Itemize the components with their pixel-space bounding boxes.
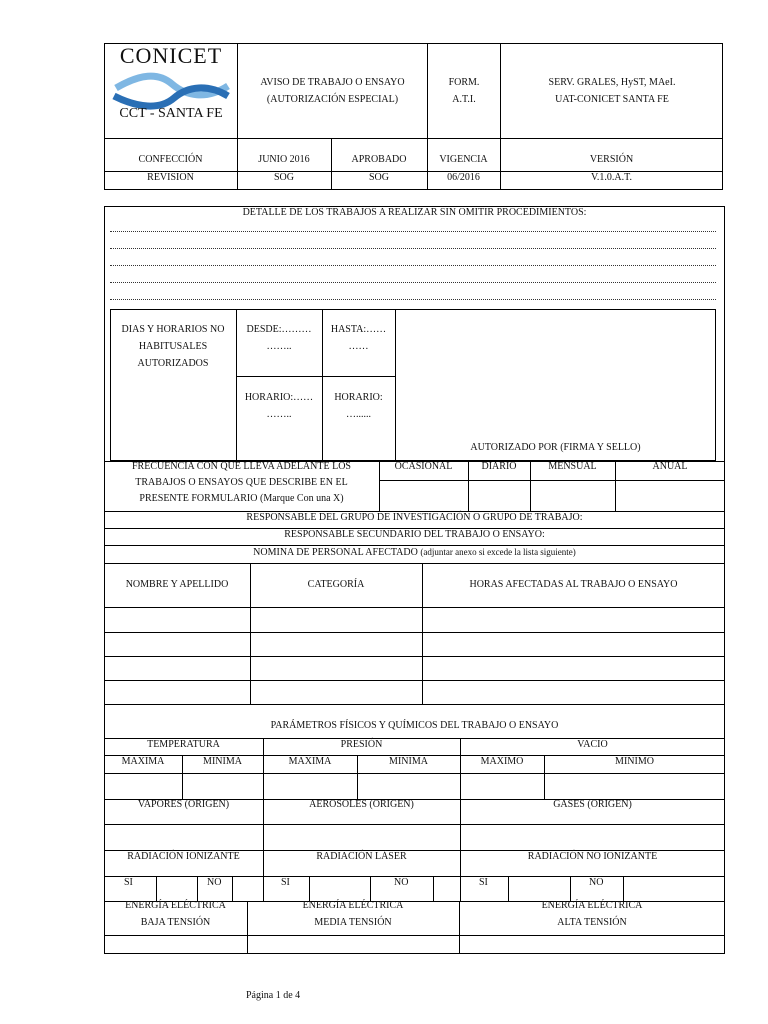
ion-no-checkbox[interactable] (233, 877, 262, 900)
header-divider (500, 43, 501, 190)
origin-values[interactable] (104, 825, 725, 850)
horario-desde-cont: …….. (266, 409, 292, 420)
header-divider (104, 138, 723, 139)
presion-minima: MINIMA (389, 756, 428, 767)
horario-desde-field[interactable]: HORARIO:…… (244, 392, 314, 403)
ion-no-label: NO (207, 877, 222, 888)
details-line-4[interactable] (110, 282, 716, 283)
row-divider (104, 704, 725, 705)
details-line-5[interactable] (110, 299, 716, 300)
freq-check-ocasional[interactable] (380, 481, 468, 510)
responsable-principal[interactable]: RESPONSABLE DEL GRUPO DE INVESTIGACIÓN O GRUPO DE TRABAJO: (246, 512, 583, 523)
energia-media-subtitle: MEDIA TENSIÓN (314, 917, 392, 928)
parameters-title: PARÁMETROS FÍSICOS Y QUÍMICOS DEL TRABAJO O ENSAYO (270, 720, 559, 731)
freq-option-ocasional: OCASIONAL (394, 461, 453, 472)
meta-value-version: V.1.0.A.T. (590, 172, 633, 183)
details-line-1[interactable] (110, 231, 716, 232)
schedule-label-l3: AUTORIZADOS (137, 358, 209, 369)
meta-label-confeccion: CONFECCIÓN (138, 154, 203, 165)
noion-no-label: NO (589, 877, 604, 888)
temp-maxima: MAXIMA (121, 756, 165, 767)
freq-check-diario[interactable] (469, 481, 530, 510)
desde-field[interactable]: DESDE:……… (246, 324, 312, 335)
service-line2: UAT-CONICET SANTA FE (555, 94, 669, 105)
meta-value-sog1: SOG (273, 172, 294, 183)
laser-no-checkbox[interactable] (434, 877, 459, 900)
vacio-minimo: MINIMO (615, 756, 654, 767)
schedule-divider (236, 376, 395, 377)
nomina-note: (adjuntar anexo si excede la lista siguiente) (420, 547, 576, 557)
param-temperatura: TEMPERATURA (147, 739, 220, 750)
personnel-header-horas: HORAS AFECTADAS AL TRABAJO O ENSAYO (469, 579, 678, 590)
hasta-field-cont: …… (348, 341, 369, 352)
rad-ionizante: RADIACIÓN IONIZANTE (127, 851, 240, 862)
details-line-2[interactable] (110, 248, 716, 249)
param-vacio: VACIO (577, 739, 608, 750)
personnel-header-nombre: NOMBRE Y APELLIDO (125, 579, 229, 590)
rad-divider (197, 876, 198, 901)
table-row[interactable] (104, 681, 725, 704)
header-divider (427, 43, 428, 190)
horario-hasta-cont: …...... (346, 409, 371, 420)
header-divider (237, 43, 238, 190)
energia-baja-subtitle: BAJA TENSIÓN (140, 917, 211, 928)
param-gases: GASES (ORIGEN) (553, 799, 632, 810)
table-row[interactable] (104, 633, 725, 656)
service-line1: SERV. GRALES, HyST, MAeI. (548, 77, 676, 88)
form-code-line2: A.T.I. (452, 94, 476, 105)
energia-media-title: ENERGÍA ELÉCTRICA (302, 900, 404, 911)
energy-values[interactable] (104, 936, 725, 954)
form-title-line1: AVISO DE TRABAJO O ENSAYO (260, 77, 405, 88)
row-divider (104, 563, 725, 564)
param-vapores: VAPORES (ORIGEN) (137, 799, 230, 810)
schedule-label-l1: DIAS Y HORARIOS NO (121, 324, 225, 335)
hasta-field[interactable]: HASTA:…… (330, 324, 387, 335)
freq-check-anual[interactable] (616, 481, 724, 510)
temp-minima: MINIMA (203, 756, 242, 767)
page-number: Página 1 de 4 (246, 990, 301, 1001)
schedule-divider (395, 309, 396, 461)
responsable-secundario[interactable]: RESPONSABLE SECUNDARIO DEL TRABAJO O ENSAYO: (284, 529, 545, 540)
noion-si-label: SI (479, 877, 488, 888)
temp-presion-vacio-values[interactable] (104, 774, 725, 798)
freq-option-mensual: MENSUAL (548, 461, 597, 472)
freq-option-anual: ANUAL (652, 461, 688, 472)
param-aerosoles: AEROSOLES (ORIGEN) (309, 799, 414, 810)
table-row[interactable] (104, 608, 725, 631)
laser-no-label: NO (394, 877, 409, 888)
authorized-signature-label[interactable]: AUTORIZADO POR (FIRMA Y SELLO) (470, 442, 641, 453)
nomina-label: NOMINA DE PERSONAL AFECTADO (253, 547, 418, 558)
ion-si-label: SI (124, 877, 133, 888)
meta-value-sog2: SOG (368, 172, 389, 183)
meta-label-version: VERSIÓN (589, 154, 634, 165)
form-code-line1: FORM. (448, 77, 480, 88)
personnel-header-categoria: CATEGORÍA (307, 579, 365, 590)
ion-si-checkbox[interactable] (157, 877, 196, 900)
meta-label-date: JUNIO 2016 (258, 154, 310, 165)
frequency-label-l2: TRABAJOS O ENSAYOS QUE DESCRIBE EN EL (135, 477, 348, 488)
logo-top-text: CONICET (119, 43, 223, 68)
meta-label-aprobado: APROBADO (351, 154, 407, 165)
logo-bottom-text: CCT - SANTA FE (119, 106, 223, 121)
rad-divider (570, 876, 571, 901)
presion-maxima: MAXIMA (288, 756, 332, 767)
meta-value-revision: REVISION (147, 172, 194, 183)
form-title-line2: (AUTORIZACIÓN ESPECIAL) (266, 94, 399, 105)
horario-hasta-field[interactable]: HORARIO: (334, 392, 383, 403)
schedule-label-l2: HABITUSALES (138, 341, 208, 352)
energia-alta-title: ENERGÍA ELÉCTRICA (541, 900, 643, 911)
rad-laser: RADIACIÓN LÁSER (316, 851, 407, 862)
rad-no-ionizante: RADIACIÓN NO IONIZANTE (527, 851, 658, 862)
freq-check-mensual[interactable] (531, 481, 615, 510)
desde-field-cont: …….. (266, 341, 292, 352)
meta-label-vigencia: VIGENCIA (439, 154, 488, 165)
freq-option-diario: DIARIO (481, 461, 517, 472)
laser-si-label: SI (281, 877, 290, 888)
energia-baja-title: ENERGÍA ELÉCTRICA (125, 900, 226, 911)
table-row[interactable] (104, 657, 725, 680)
noion-si-checkbox[interactable] (509, 877, 569, 900)
details-title: DETALLE DE LOS TRABAJOS A REALIZAR SIN OMITIR PROCEDIMIENTOS: (242, 207, 587, 218)
conicet-logo (110, 44, 232, 136)
laser-si-checkbox[interactable] (310, 877, 369, 900)
meta-value-vigencia: 06/2016 (447, 172, 480, 183)
frequency-label-l3: PRESENTE FORMULARIO (Marque Con una X) (139, 493, 344, 504)
rad-divider (370, 876, 371, 901)
energia-alta-subtitle: ALTA TENSIÓN (557, 917, 627, 928)
param-presion: PRESIÓN (340, 739, 383, 750)
nomina-personal (104, 546, 725, 559)
frequency-label-l1: FRECUENCIA CON QUE LLEVA ADELANTE LOS (132, 461, 351, 472)
details-line-3[interactable] (110, 265, 716, 266)
noion-no-checkbox[interactable] (624, 877, 724, 900)
vacio-maximo: MAXIMO (480, 756, 524, 767)
